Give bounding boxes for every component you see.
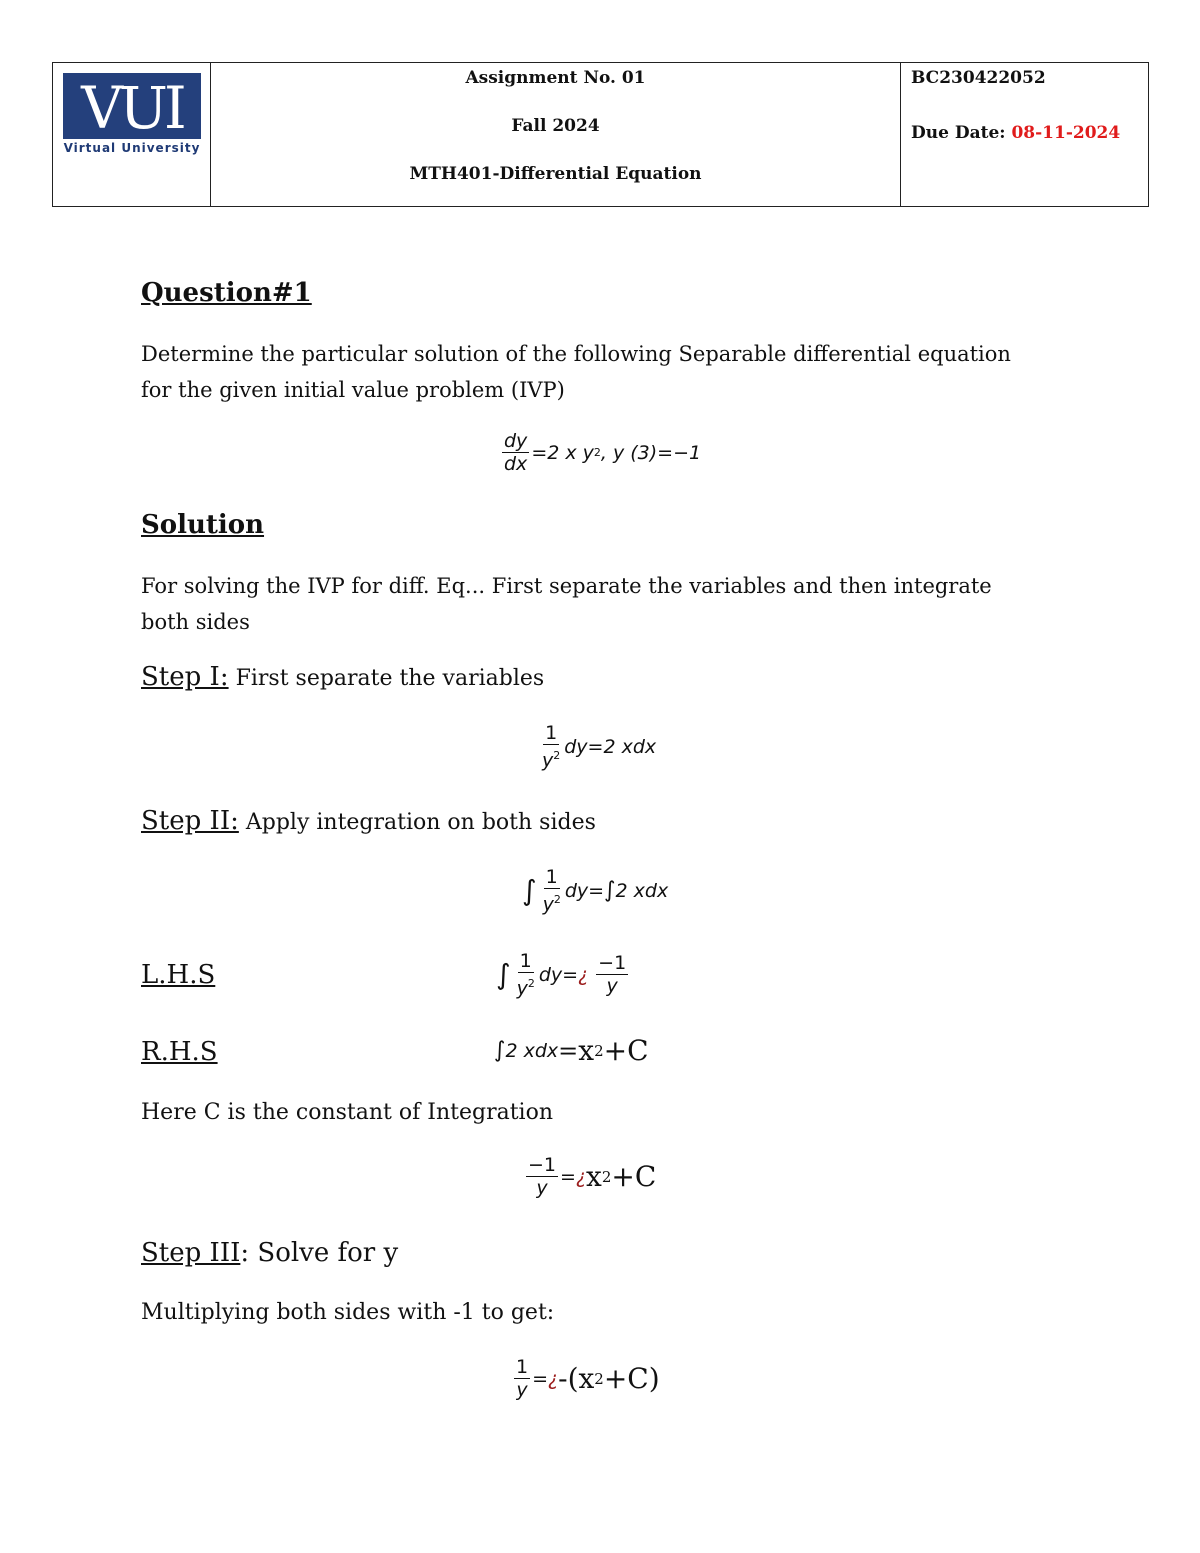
combined-equation <box>524 1154 656 1199</box>
student-id: BC230422052 <box>911 68 1046 88</box>
title-cell <box>211 63 901 206</box>
fraction-denominator: y <box>516 1379 528 1401</box>
equation-mid: dy= <box>538 963 579 986</box>
equation-rhs: 2 xdx <box>615 879 669 902</box>
step-3-text: : Solve for y <box>240 1238 399 1268</box>
fraction-denominator: $y^2$ <box>516 977 535 1000</box>
fraction-denominator: y <box>536 1177 548 1199</box>
exponent: 2 <box>601 1167 612 1186</box>
one-over-y <box>514 1356 530 1401</box>
step-1-text: First separate the variables <box>228 666 545 691</box>
fraction-denominator: dx <box>504 453 528 475</box>
equation-rhs: =2 x y <box>531 441 594 464</box>
solution-intro-line-1: For solving the IVP for diff. Eq... First separate the variables and then integrate <box>141 574 992 598</box>
initial-condition: , y (3)=−1 <box>600 441 702 464</box>
integral-symbol: ∫ <box>522 874 537 908</box>
equals-sign: = <box>532 1367 549 1390</box>
broken-glyph: ¿ <box>548 1367 559 1390</box>
fraction-numerator: 1 <box>519 950 532 972</box>
integral-symbol: ∫ <box>494 1038 506 1063</box>
integral-symbol: ∫ <box>604 878 616 904</box>
equals-sign: = <box>560 1165 576 1188</box>
logo-caption: Virtual University <box>63 141 201 155</box>
fraction-numerator: −1 <box>528 1154 557 1176</box>
logo-cell <box>53 63 211 206</box>
header-table <box>52 62 1149 207</box>
course-title: MTH401-Differential Equation <box>409 164 702 184</box>
minus-one-over-y <box>596 952 628 997</box>
logo-text: VUI <box>81 74 183 139</box>
rhs-integrand: 2 xdx <box>505 1039 559 1062</box>
equation-rest: dy=2 xdx <box>564 735 657 758</box>
fraction-denominator: y <box>606 975 618 998</box>
constant-term: +C) <box>603 1362 660 1395</box>
fraction-denominator: $y^2$ <box>542 893 561 916</box>
fraction-denominator: $y^2$ <box>542 749 561 772</box>
due-date <box>911 123 1120 143</box>
due-date-value: 08-11-2024 <box>1011 123 1121 143</box>
lhs-label: L.H.S <box>141 960 216 990</box>
one-over-y-squared <box>515 950 537 999</box>
due-date-label: Due Date: <box>911 123 1006 143</box>
fraction-numerator: −1 <box>598 952 627 975</box>
step-2-text: Apply integration on both sides <box>238 810 596 835</box>
integral-symbol: ∫ <box>496 958 511 992</box>
assignment-number: Assignment No. 01 <box>465 68 646 88</box>
step-1-equation <box>538 722 656 771</box>
vu-logo <box>63 73 201 155</box>
constant-term: +C <box>603 1034 649 1067</box>
minus-one-over-y <box>526 1154 558 1199</box>
step-2-equation <box>522 866 668 915</box>
question-heading: Question#1 <box>141 278 312 308</box>
fraction-numerator: 1 <box>516 1356 529 1378</box>
vu-logo-mark <box>63 73 201 139</box>
broken-glyph: ¿ <box>578 963 589 986</box>
fraction-numerator: dy <box>504 430 528 452</box>
fraction-numerator: 1 <box>545 722 558 744</box>
solution-intro <box>141 568 992 640</box>
info-cell <box>901 63 1148 206</box>
exponent: 2 <box>594 1041 604 1060</box>
step-3-heading <box>141 1238 398 1268</box>
constant-note: Here C is the constant of Integration <box>141 1100 553 1125</box>
question-text <box>141 336 1011 408</box>
lhs-equation <box>496 950 630 999</box>
solution-heading: Solution <box>141 510 265 540</box>
step-1-heading <box>141 662 544 692</box>
equation-mid: dy= <box>564 879 605 902</box>
step-3-label: Step III <box>141 1238 241 1268</box>
question-line-2: for the given initial value problem (IVP) <box>141 378 565 402</box>
one-over-y-squared <box>540 722 562 771</box>
step-2-label: Step II: <box>141 806 239 836</box>
exponent: 2 <box>594 1369 604 1388</box>
step-2-heading <box>141 806 596 836</box>
question-equation <box>500 430 701 475</box>
step-3-equation <box>512 1356 660 1401</box>
solution-intro-line-2: both sides <box>141 610 250 634</box>
broken-glyph: ¿ <box>575 1165 587 1188</box>
rhs-equation <box>494 1034 649 1067</box>
x-term: x <box>578 1034 595 1067</box>
equation-exponent: 2 <box>593 446 601 459</box>
negated-term: -(x <box>558 1362 595 1395</box>
term: Fall 2024 <box>511 116 600 136</box>
x-term: x <box>586 1160 602 1193</box>
one-over-y-squared <box>541 866 563 915</box>
question-line-1: Determine the particular solution of the following Separable differential equation <box>141 342 1011 366</box>
step-1-label: Step I: <box>141 662 229 692</box>
dy-dx-fraction <box>502 430 529 475</box>
rhs-label: R.H.S <box>141 1037 218 1067</box>
fraction-numerator: 1 <box>545 866 558 888</box>
constant-term: +C <box>611 1160 657 1193</box>
multiply-text: Multiplying both sides with -1 to get: <box>141 1300 555 1325</box>
equals-sign: = <box>558 1036 579 1065</box>
